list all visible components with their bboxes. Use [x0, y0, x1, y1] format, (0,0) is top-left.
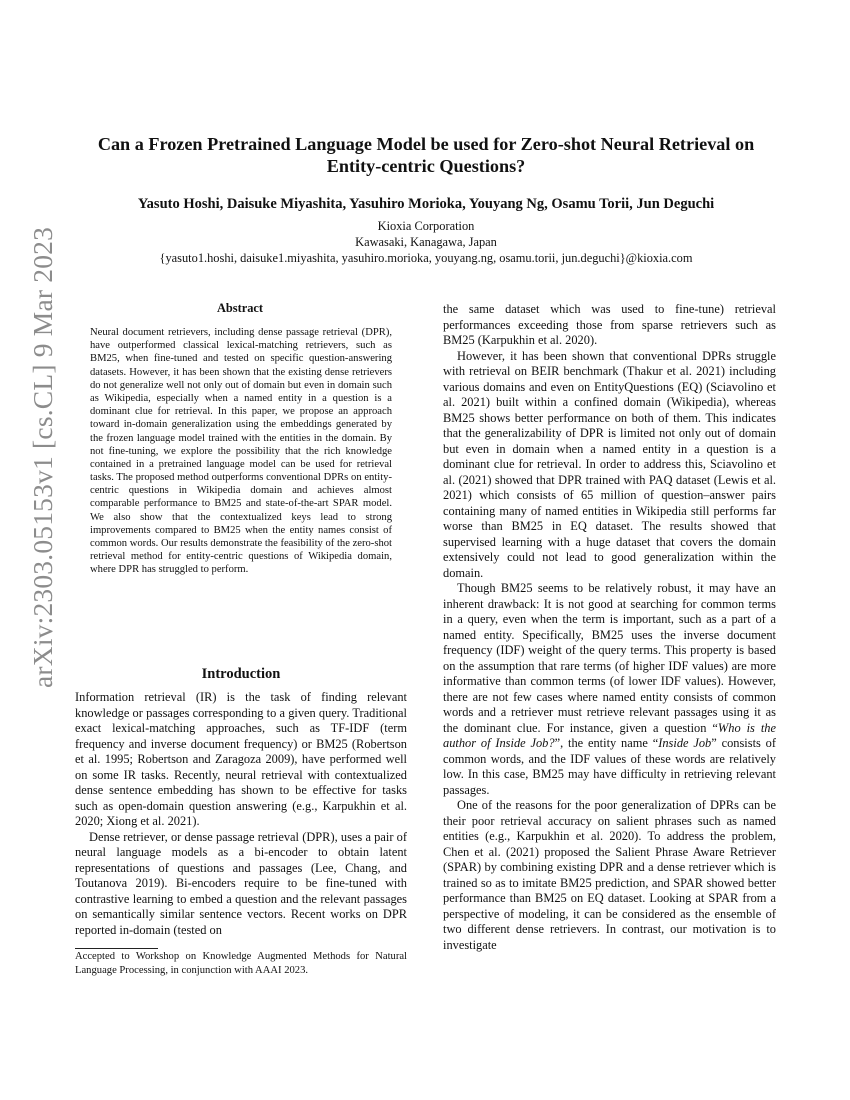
p4-text-b: ”, the entity name “ [554, 736, 659, 750]
intro-paragraph-3: However, it has been shown that conventional DPRs struggle with retrieval on BEIR benchmark (Thakur et al. 2021) including various domains and even on EntityQuestions (EQ) (Sciavolino et al. 2021) built within a confined domain (Wikipedia), whereas BM25 shows better performance on both of them. This indicates that the generalizability of DPR is limited not only out of domain but even in domain when a named entity in a question is a dominant clue for retrieval. In order to address this, Sciavolino et al. (2021) showed that DPR trained with PAQ dataset (Lewis et al. 2021) which consists of 65 million of question–answer pairs containing many of named entities in Wikipedia still performs far worse than BM25 in EQ dataset. The results showed that supervised learning with a huge dataset that covers the domain extensively could not lead to good generalization within the domain. [443, 348, 776, 580]
abstract-heading: Abstract [216, 301, 264, 315]
paper-title: Can a Frozen Pretrained Language Model be used for Zero-shot Neural Retrieval on Entity-centric Questions? [97, 134, 755, 176]
affiliation-location: Kawasaki, Kanagawa, Japan [355, 235, 497, 249]
p4-text-a: Though BM25 seems to be relatively robust, it may have an inherent drawback: It is not good at searching for common terms in a query, even when the term is important, such as a part of a named entity. Specifically, BM25 uses the inverse document frequency (IDF) weight of the query terms. This property is based on the assumption that rare terms (of higher IDF values) are more informative than common terms (of lower IDF values). However, there are not few cases where named entity consists of common words and a retriever must retrieve relevant passages using it as the dominant clue. For instance, given a question “ [443, 581, 776, 735]
intro-paragraph-2-start: Dense retriever, or dense passage retrieval (DPR), uses a pair of neural language models as a bi-encoder to obtain latent representations of questions and passages (Lee, Chang, and Toutanova 2019). Bi-encoders require to be fine-tuned with contrastive learning to embed a question and the relevant passages on semantically similar sentence vectors. Recent works on DPR reported in-domain (tested on [75, 829, 407, 937]
affiliation-name: Kioxia Corporation [377, 219, 475, 233]
author-emails: {yasuto1.hoshi, daisuke1.miyashita, yasuhiro.morioka, youyang.ng, osamu.torii, jun.deguchi}@kioxia.com [159, 251, 693, 265]
right-column-body [443, 302, 776, 953]
example-entity: Inside Job [658, 736, 712, 750]
introduction-heading: Introduction [201, 666, 281, 682]
left-column-body [75, 690, 407, 938]
example-question: Who is the author of Inside Job? [443, 720, 776, 750]
affiliation-block [70, 218, 782, 266]
p4-text-c: ” consists of common words, and the IDF values of these words are relatively low. In this case, BM25 may have difficulty in retrieving relevant passages. [443, 736, 776, 797]
intro-paragraph-2-continued: the same dataset which was used to fine-tune) retrieval performances exceeding those from sparse retrievers such as BM25 (Karpukhin et al. 2020). [443, 302, 776, 347]
intro-paragraph-1: Information retrieval (IR) is the task of finding relevant knowledge or passages corresponding to a given query. Traditional exact lexical-matching approaches, such as TF-IDF (term frequency and inverse document frequency) or BM25 (Robertson et al. 1995; Robertson and Zaragoza 2009), have performed well on some IR tasks. Recently, neural retrieval with contextualized dense sentence embedding has shown to be effective for tasks such as open-domain question answering (e.g., Karpukhin et al. 2020; Xiong et al. 2021). [75, 690, 407, 828]
arxiv-identifier-stamp: arXiv:2303.05153v1 [cs.CL] 9 Mar 2023 [27, 226, 58, 688]
footnote-rule [75, 948, 158, 949]
footnote: Accepted to Workshop on Knowledge Augmented Methods for Natural Language Processing, in conjunction with AAAI 2023. [75, 951, 407, 976]
abstract-text: Neural document retrievers, including dense passage retrieval (DPR), have outperformed classical lexical-matching retrievers, such as BM25, when fine-tuned and tested on specific question-answering datasets. However, it has been shown that the existing dense retrievers do not generalize well not only out of domain but even in domain such as Wikipedia, especially when a named entity in a question is a dominant clue for retrieval. In this paper, we propose an approach toward in-domain generalization using the embeddings generated by the frozen language model trained with the entities in the domain. By not fine-tuning, we explore the possibility that the rich knowledge contained in a pretrained language model can be used for retrieval tasks. The proposed method outperforms conventional DPRs on entity-centric questions in Wikipedia domain and achieves almost comparable performance to BM25 and state-of-the-art SPAR model. We also show that the contextualized keys lead to strong improvements compared to BM25 when the entity names consist of common words. Our results demonstrate the feasibility of the zero-shot retrieval method for entity-centric questions of Wikipedia domain, where DPR has struggled to perform. [90, 327, 392, 576]
author-list: Yasuto Hoshi, Daisuke Miyashita, Yasuhiro Morioka, Youyang Ng, Osamu Torii, Jun Deguchi [137, 196, 715, 212]
intro-paragraph-4 [443, 581, 776, 798]
intro-paragraph-5: One of the reasons for the poor generalization of DPRs can be their poor retrieval accuracy on salient phrases such as named entities (e.g., Karpukhin et al. 2020). To address the problem, Chen et al. (2021) proposed the Salient Phrase Aware Retriever (SPAR) by combining existing DPR and a dense retriever which is trained so as to imitate BM25 prediction, and SPAR showed better performance than BM25 on EQ dataset. Looking at SPAR from a perspective of modeling, it can be considered as the ensemble of two different dense retrievers. In contrast, our motivation is to investigate [443, 798, 776, 952]
